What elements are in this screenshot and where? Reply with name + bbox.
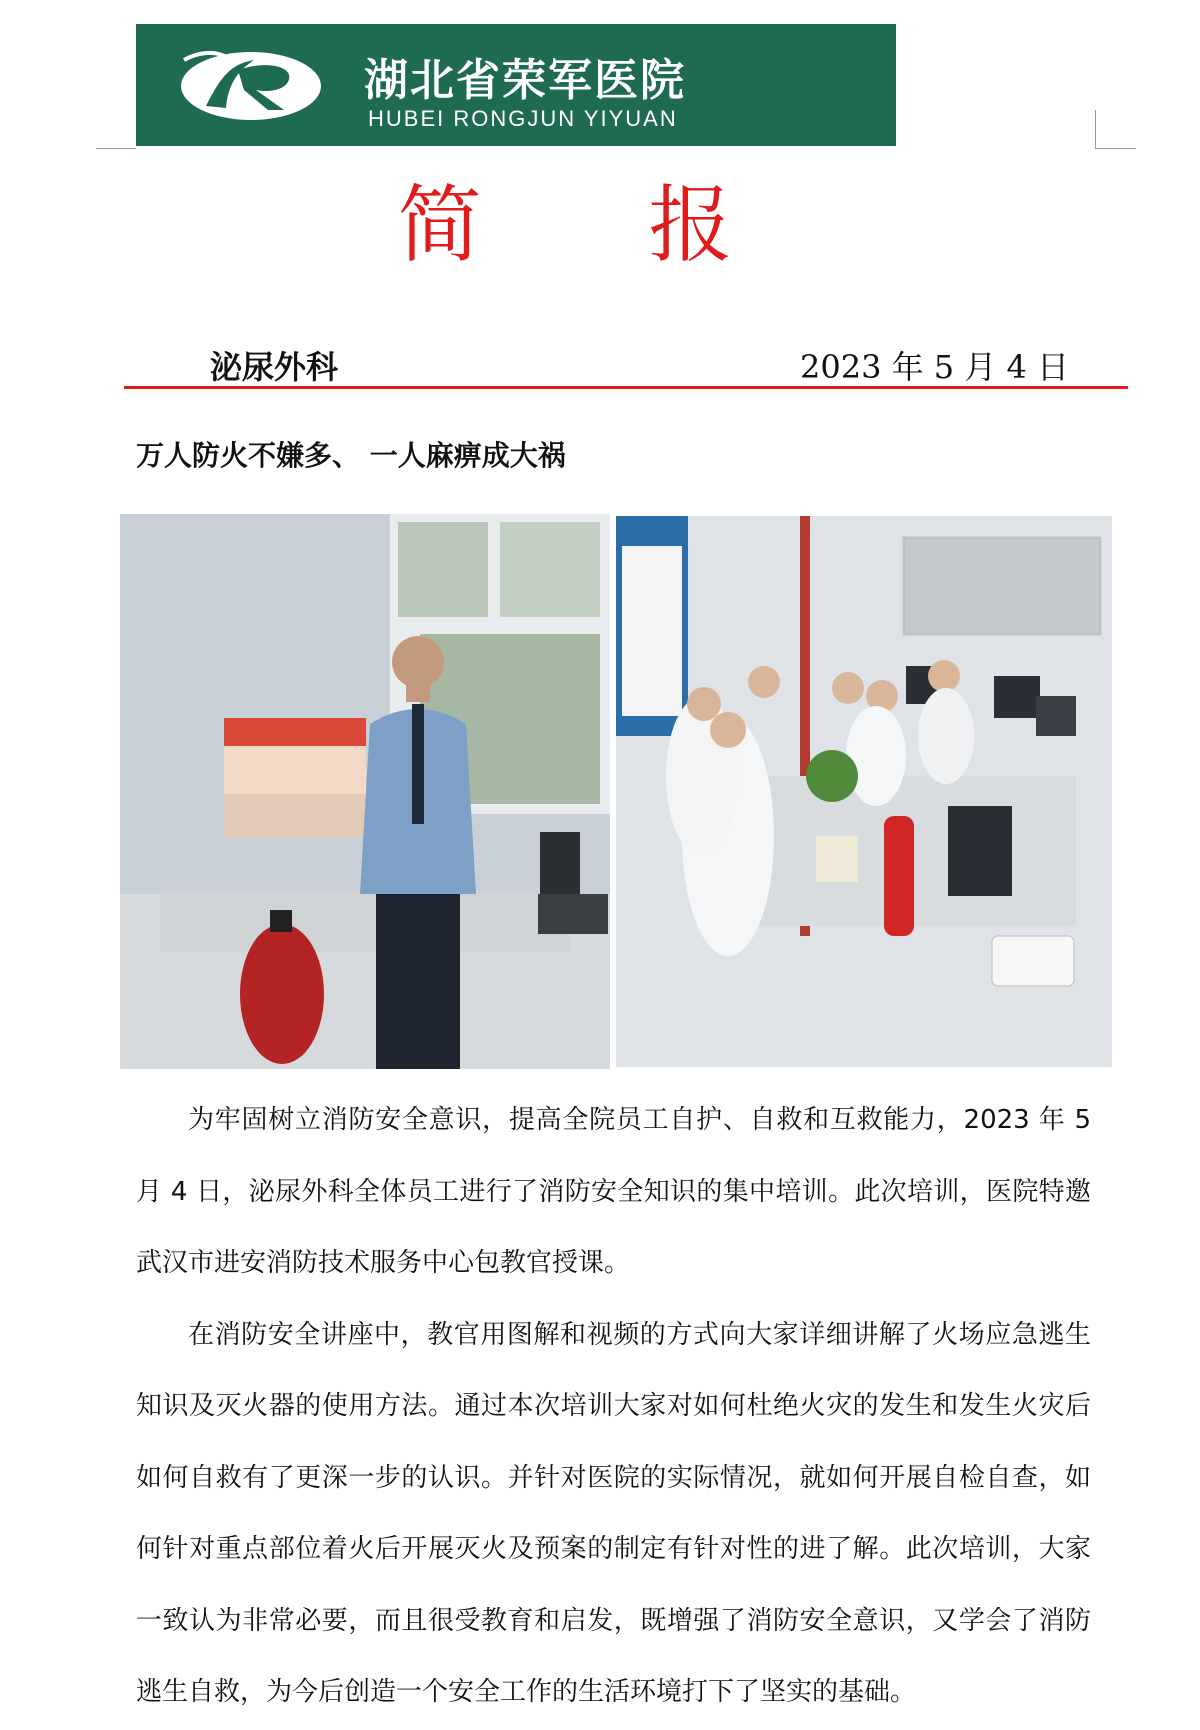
article-body	[136, 1085, 1091, 1729]
margin-mark-left	[96, 148, 136, 149]
hospital-logo-icon	[176, 46, 326, 124]
article-headline: 万人防火不嫌多、 一人麻痹成大祸	[136, 439, 566, 472]
hospital-name-cn: 湖北省荣军医院	[364, 55, 686, 106]
article-paragraph-1: 为牢固树立消防安全意识，提高全院员工自护、自救和互救能力，2023 年 5 月 4 日，泌尿外科全体员工进行了消防安全知识的集中培训。此次培训，医院特邀武汉市进安消防技术服务中心包教官授课。	[136, 1105, 1091, 1278]
hospital-banner	[136, 24, 896, 146]
article-paragraph-2: 在消防安全讲座中，教官用图解和视频的方式向大家详细讲解了火场应急逃生知识及灭火器的使用方法。通过本次培训大家对如何杜绝火灾的发生和发生火灾后如何自救有了更深一步的认识。并针对医院的实际情况，就如何开展自检自查，如何针对重点部位着火后开展灭火及预案的制定有针对性的进了解。此次培训，大家一致认为非常必要，而且很受教育和启发，既增强了消防安全意识，又学会了消防逃生自救，为今后创造一个安全工作的生活环境打下了坚实的基础。	[136, 1319, 1091, 1707]
bulletin-title: 简 报	[397, 176, 803, 274]
photo-training-session	[616, 516, 1112, 1067]
margin-mark-right	[1095, 110, 1136, 149]
department-label: 泌尿外科	[210, 348, 339, 386]
hospital-name-en: HUBEI RONGJUN YIYUAN	[368, 106, 678, 131]
issue-date: 2023 年 5 月 4 日	[800, 348, 1070, 386]
photo-instructor	[120, 514, 610, 1069]
header-divider	[124, 386, 1128, 389]
